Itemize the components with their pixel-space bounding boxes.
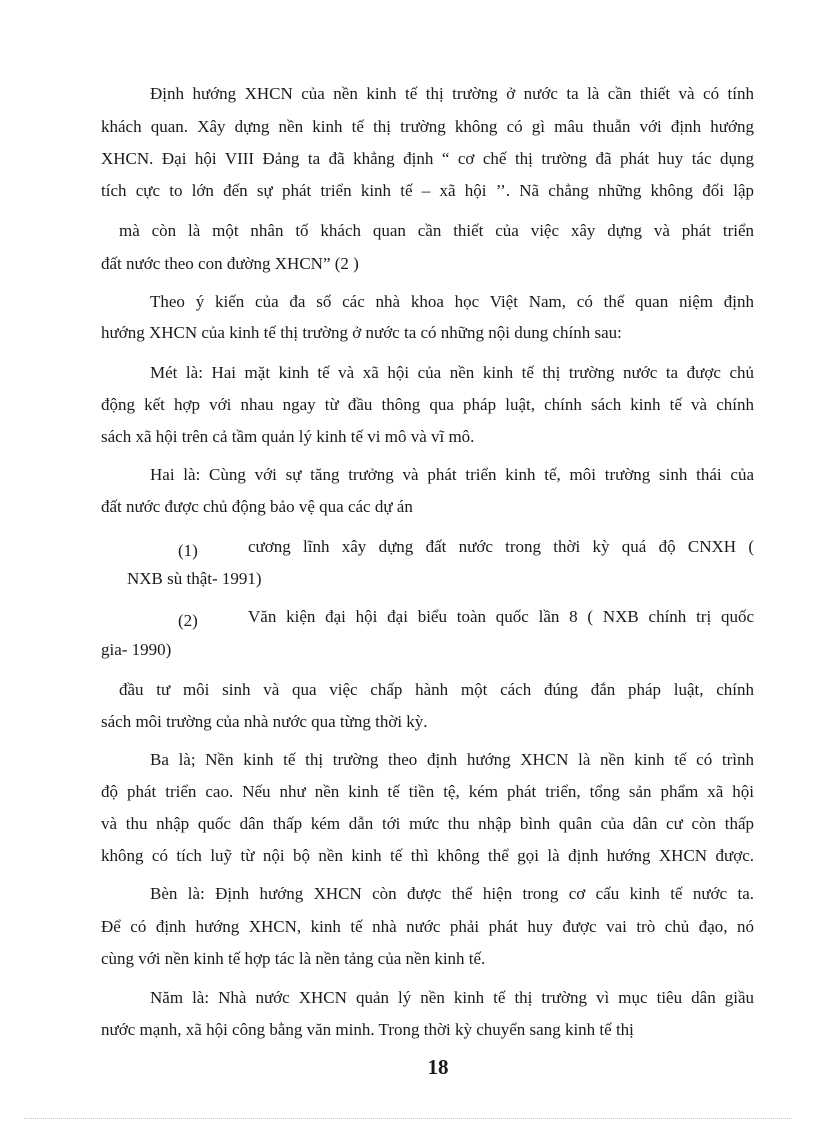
page-bottom-divider [24,1118,792,1119]
text-line: Để có định hướng XHCN, kinh tế nhà nước phải phát huy được vai trò chủ đạo, nó [101,917,754,936]
text-line: sách môi trường của nhà nước qua từng thời kỳ. [101,712,428,731]
text-line: cùng với nền kinh tế hợp tác là nền tảng của nền kinh tế. [101,949,486,968]
text-line: mà còn là một nhân tố khách quan cần thiết của việc xây dựng và phát triển [119,221,754,240]
text-line: Năm là: Nhà nước XHCN quản lý nền kinh tế thị trường vì mục tiêu dân giầu [150,988,754,1007]
text-line: khách quan. Xây dựng nền kinh tế thị trường không có gì mâu thuẫn với định hướng [101,117,754,136]
footnote-text: NXB sù thật- 1991) [127,569,262,588]
text-line: đất nước theo con đường XHCN” (2 ) [101,254,359,273]
footnote-text: cương lĩnh xây dựng đất nước trong thời kỳ quá độ CNXH ( [248,537,754,556]
text-line: không có tích luỹ từ nội bộ nền kinh tế thì không thể gọi là định hướng XHCN được. [101,846,754,865]
text-line: độ phát triển cao. Nếu như nền kinh tế tiền tệ, kém phát triển, tổng sản phẩm xã hội [101,782,754,801]
footnote-text: gia- 1990) [101,640,172,659]
footnote-marker: (2) [178,611,198,630]
text-line: Theo ý kiến của đa số các nhà khoa học Việt Nam, có thể quan niệm định [150,292,754,311]
text-line: Bèn là: Định hướng XHCN còn được thể hiện trong cơ cấu kinh tế nước ta. [150,884,754,903]
text-line: nước mạnh, xã hội công bằng văn minh. Trong thời kỳ chuyển sang kinh tế thị [101,1020,634,1039]
text-line: đất nước được chủ động bảo vệ qua các dự án [101,497,413,516]
text-line: Hai là: Cùng với sự tăng trưởng và phát triển kinh tế, môi trường sinh thái của [150,465,754,484]
text-line: hướng XHCN của kinh tế thị trường ở nước ta có những nội dung chính sau: [101,323,622,342]
footnote-text: Văn kiện đại hội đại biểu toàn quốc lần 8 ( NXB chính trị quốc [248,607,754,626]
text-line: Ba là; Nền kinh tế thị trường theo định hướng XHCN là nền kinh tế có trình [150,750,754,769]
text-line: động kết hợp với nhau ngay từ đầu thông qua pháp luật, chính sách kinh tế và chính [101,395,754,414]
page-number: 18 [427,1055,449,1079]
text-line: tích cực to lớn đến sự phát triển kinh tế – xã hội ’’. Nã chẳng những không đối lập [101,181,754,200]
text-line: và thu nhập quốc dân thấp kém dẫn tới mức thu nhập bình quân của dân cư còn thấp [101,814,754,833]
text-line: sách xã hội trên cả tầm quản lý kinh tế vi mô và vĩ mô. [101,427,475,446]
text-line: XHCN. Đại hội VIII Đảng ta đã khẳng định “ cơ chế thị trường đã phát huy tác dụng [101,149,754,168]
text-line: Mét là: Hai mặt kinh tế và xã hội của nền kinh tế thị trường nước ta được chủ [150,363,754,382]
text-line: Định hướng XHCN của nền kinh tế thị trường ở nước ta là cần thiết và có tính [150,84,754,103]
text-line: đầu tư môi sinh và qua việc chấp hành một cách đúng đắn pháp luật, chính [119,680,754,699]
footnote-marker: (1) [178,541,198,560]
